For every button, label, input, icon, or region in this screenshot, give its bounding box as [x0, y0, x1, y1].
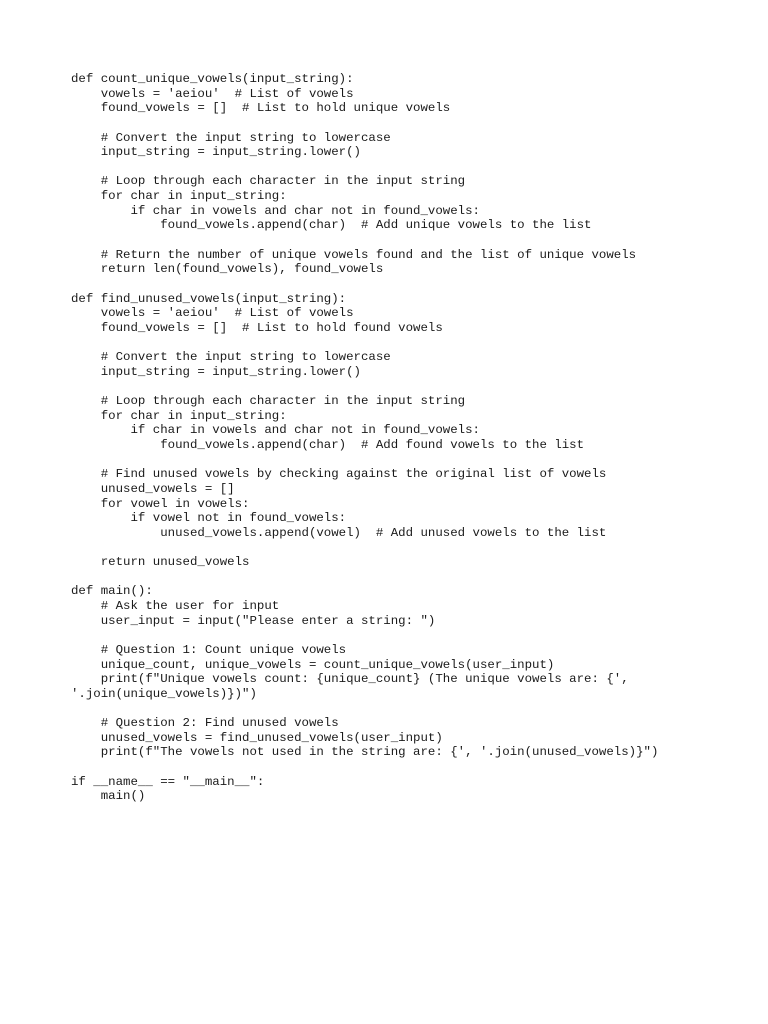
code-line	[71, 233, 751, 248]
code-line: input_string = input_string.lower()	[71, 364, 361, 379]
code-line: # Question 2: Find unused vowels	[71, 716, 339, 731]
code-line: unused_vowels = find_unused_vowels(user_input)	[71, 730, 443, 745]
code-line: unique_count, unique_vowels = count_unique_vowels(user_input)	[71, 657, 555, 672]
code-line: # Loop through each character in the input string	[71, 394, 466, 409]
code-line	[71, 277, 751, 292]
code-line: # Loop through each character in the input string	[71, 174, 466, 189]
code-line: # Find unused vowels by checking against the original list of vowels	[71, 467, 607, 482]
code-line: if char in vowels and char not in found_vowels:	[71, 423, 480, 438]
code-line: found_vowels.append(char) # Add found vowels to the list	[71, 438, 585, 453]
code-line: print(f"Unique vowels count: {unique_count} (The unique vowels are: {',	[71, 672, 637, 687]
code-line: main()	[71, 789, 146, 804]
code-line: for vowel in vowels:	[71, 496, 250, 511]
code-line: found_vowels = [] # List to hold found vowels	[71, 320, 443, 335]
code-line	[71, 702, 751, 717]
code-line: # Convert the input string to lowercase	[71, 350, 391, 365]
code-line: for char in input_string:	[71, 189, 287, 204]
code-line: # Convert the input string to lowercase	[71, 130, 391, 145]
code-line: vowels = 'aeiou' # List of vowels	[71, 306, 354, 321]
code-line: '.join(unique_vowels)})")	[71, 686, 257, 701]
code-line	[71, 379, 751, 394]
code-line: unused_vowels.append(vowel) # Add unused vowels to the list	[71, 525, 607, 540]
code-line: def find_unused_vowels(input_string):	[71, 291, 347, 306]
code-line	[71, 453, 751, 468]
code-line	[71, 570, 751, 585]
code-line: user_input = input("Please enter a string: ")	[71, 613, 436, 628]
code-line: print(f"The vowels not used in the string are: {', '.join(unused_vowels)}")	[71, 745, 659, 760]
code-line	[71, 628, 751, 643]
code-line	[71, 160, 751, 175]
code-line: if __name__ == "__main__":	[71, 774, 265, 789]
code-line: input_string = input_string.lower()	[71, 145, 361, 160]
code-line: if char in vowels and char not in found_vowels:	[71, 203, 480, 218]
code-line: # Return the number of unique vowels found and the list of unique vowels	[71, 247, 637, 262]
code-line: if vowel not in found_vowels:	[71, 511, 347, 526]
code-block	[71, 72, 751, 804]
code-line: def main():	[71, 584, 153, 599]
code-line	[71, 336, 751, 351]
code-line: # Question 1: Count unique vowels	[71, 642, 347, 657]
code-line: vowels = 'aeiou' # List of vowels	[71, 86, 354, 101]
code-line: # Ask the user for input	[71, 599, 280, 614]
code-line: def count_unique_vowels(input_string):	[71, 72, 354, 86]
code-line	[71, 541, 751, 556]
code-line: return unused_vowels	[71, 555, 250, 570]
code-line	[71, 760, 751, 775]
code-line: found_vowels = [] # List to hold unique vowels	[71, 101, 451, 116]
code-line: unused_vowels = []	[71, 481, 235, 496]
code-line: for char in input_string:	[71, 408, 287, 423]
code-line	[71, 116, 751, 131]
code-line: found_vowels.append(char) # Add unique vowels to the list	[71, 218, 592, 233]
code-line: return len(found_vowels), found_vowels	[71, 262, 384, 277]
